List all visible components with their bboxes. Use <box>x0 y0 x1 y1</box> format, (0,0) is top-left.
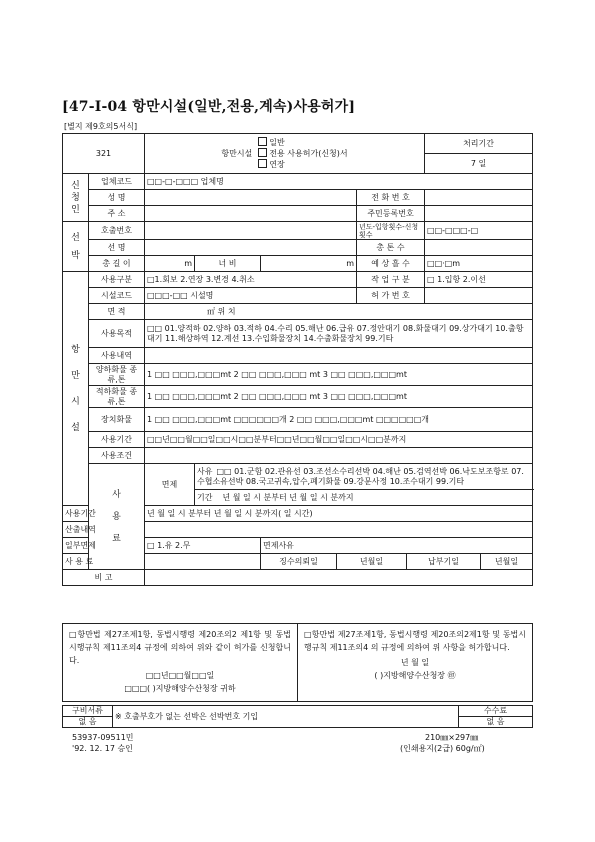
fee-amount-label: 사 용 료 <box>63 554 89 570</box>
due-date-label: 납부기일 <box>407 554 481 570</box>
approval-date[interactable]: 년 월 일 <box>400 658 430 667</box>
address-field[interactable] <box>145 206 357 222</box>
notice-date-label: 징수의뢰일 <box>261 554 337 570</box>
detail-field[interactable] <box>145 348 533 364</box>
tonnage-field[interactable] <box>425 240 533 256</box>
unload-cargo-field[interactable]: 1 □□ □□□,□□□mt 2 □□ □□□,□□□ mt 3 □□ □□□,□□□mt <box>145 364 533 386</box>
application-addressee: □□□( )지방해양수산청장 귀하 <box>124 684 236 693</box>
work-type-field[interactable]: □ 1.입항 2.이선 <box>425 272 533 288</box>
permit-number-label: 허 가 번 호 <box>357 288 425 304</box>
phone-label: 전 화 번 호 <box>357 190 425 206</box>
term-label: 기간 <box>197 492 213 502</box>
fee-label: 수수료 <box>459 706 533 717</box>
year-count-field[interactable]: □□-□□□-□ <box>425 222 533 240</box>
approval-signer: ( )지방해양수산청장 ㊞ <box>374 671 456 680</box>
approval-note: '92. 12. 17 승인 <box>72 744 133 753</box>
width-field[interactable]: m <box>261 256 357 272</box>
page-title: [47-Ⅰ-04 항만시설(일반,전용,계속)사용허가] <box>62 99 356 115</box>
draft-label: 예 상 흘 수 <box>357 256 425 272</box>
form-code: 321 <box>63 134 145 174</box>
documents-note: ※ 호출부호가 없는 선박은 선박번호 기입 <box>113 706 459 728</box>
remarks-label: 비 고 <box>63 570 145 586</box>
use-period-label: 사용기간 <box>89 432 145 448</box>
name-label: 성 명 <box>89 190 145 206</box>
partial-reason-field[interactable] <box>261 538 533 554</box>
use-condition-field[interactable] <box>145 448 533 464</box>
documents-value: 없 음 <box>63 717 113 728</box>
documents-label: 구비서류 <box>63 706 113 717</box>
exemption-reason-field[interactable]: 사유 □□ 01.군함 02.관유선 03.조선소수리선박 04.해난 05.검역선박 06.낙도보조항로 07.수협소유선박 08.국고귀속,압수,폐기화물 09.강문사정 10.조수대기 99.기타 <box>195 464 533 490</box>
checkbox-icon <box>258 137 267 146</box>
form-header-title <box>145 134 425 174</box>
due-date-field[interactable]: 년월일 <box>481 554 533 570</box>
name-field[interactable] <box>145 190 357 206</box>
calc-detail-label: 산출내역 <box>63 522 89 538</box>
partial-exemption-label: 일부면제 <box>63 538 89 554</box>
remarks-field[interactable] <box>145 570 533 586</box>
form-code-footer: 53937-09511민 <box>72 733 134 742</box>
checkbox-icon <box>258 148 267 157</box>
section-fee: 사 용 료 <box>89 464 145 570</box>
unload-cargo-label: 양하화물 종류,톤 <box>89 364 145 386</box>
use-condition-label: 사용조건 <box>89 448 145 464</box>
partial-exemption-field[interactable]: □ 1.유 2.무 <box>145 538 261 554</box>
call-sign-field[interactable] <box>145 222 357 240</box>
use-period-field[interactable]: □□년□□월□□일□□시□□분부터□□년□□월□□일□□시□□분까지 <box>145 432 533 448</box>
permit-number-field[interactable] <box>425 288 533 304</box>
purpose-field[interactable]: □□ 01.양적하 02.양하 03.적하 04.수리 05.해난 06.급유 07.정안대기 08.화물대기 09.상가대기 10.출항대기 11.해상하역 12.계선 13.수입화물장치 14.수출화물장치 99.기타 <box>145 320 533 348</box>
detail-label: 사용내역 <box>89 348 145 364</box>
calc-detail-field[interactable] <box>145 522 533 538</box>
section-applicant: 신 청 인 <box>63 174 89 222</box>
phone-field[interactable] <box>425 190 533 206</box>
storage-cargo-field[interactable]: 1 □□ □□□,□□□mt □□□□□□개 2 □□ □□□,□□□mt □□□□□□개 <box>145 408 533 432</box>
permit-type-options <box>258 137 347 170</box>
application-declaration: □항만법 제27조제1항, 동법시행령 제20조의2 제1항 및 동법시행규칙 제11조의4 규정에 의하여 위와 같이 허가를 신청합니다. □□년□□월□□일 □□□( )지방해양수산청장 귀하 <box>63 624 298 702</box>
tonnage-label: 총 톤 수 <box>357 240 425 256</box>
fee-period-label: 사용기간 <box>63 506 89 522</box>
paper-type: (인쇄용지(2급) 60g/㎡) <box>400 744 485 753</box>
use-type-field[interactable]: □1.회보 2.연장 3.변경 4.취소 <box>145 272 357 288</box>
resident-number-field[interactable] <box>425 206 533 222</box>
partial-reason-label: 면제사유 <box>263 540 294 550</box>
company-code-field[interactable]: □□-□-□□□ 업체명 <box>145 174 533 190</box>
use-type-label: 사용구분 <box>89 272 145 288</box>
address-label: 주 소 <box>89 206 145 222</box>
section-vessel: 선 박 <box>63 222 89 272</box>
checkbox-icon <box>258 159 267 168</box>
area-field[interactable]: ㎡ 위 치 <box>145 304 533 320</box>
width-label: 너 비 <box>195 256 261 272</box>
year-count-label: 년도-입항횟수-신청횟수 <box>357 222 425 240</box>
fee-value: 없 음 <box>459 717 533 728</box>
option-general[interactable]: 일반 <box>258 137 347 148</box>
resident-number-label: 주민등록번호 <box>357 206 425 222</box>
documents-table <box>62 705 533 728</box>
declaration-table <box>62 623 533 702</box>
form-title-label: 항만시설 <box>221 148 253 158</box>
load-cargo-label: 적하화물 종류,톤 <box>89 386 145 408</box>
load-cargo-field[interactable]: 1 □□ □□□,□□□mt 2 □□ □□□,□□□ mt 3 □□ □□□,□□□mt <box>145 386 533 408</box>
length-label: 총 길 이 <box>89 256 145 272</box>
call-sign-label: 호출번호 <box>89 222 145 240</box>
paper-size: 210㎜×297㎜ <box>425 733 479 742</box>
reason-label: 사유 <box>197 466 213 476</box>
area-label: 면 적 <box>89 304 145 320</box>
fee-period-field[interactable]: 년 월 일 시 분부터 년 월 일 시 분까지( 일 시간) <box>145 506 533 522</box>
processing-period-value: 7 일 <box>425 154 533 174</box>
ship-name-field[interactable] <box>145 240 357 256</box>
draft-field[interactable]: □□·□m <box>425 256 533 272</box>
facility-code-field[interactable]: □□□-□□ 시설명 <box>145 288 357 304</box>
purpose-label: 사용목적 <box>89 320 145 348</box>
exemption-label: 면제 <box>145 464 195 506</box>
company-code-label: 업체코드 <box>89 174 145 190</box>
option-extension[interactable]: 연장 <box>258 159 347 170</box>
fee-amount-field[interactable] <box>145 554 261 570</box>
work-type-label: 작 업 구 분 <box>357 272 425 288</box>
option-exclusive[interactable]: 전용 사용허가(신청)서 <box>258 148 347 159</box>
processing-period-label: 처리기간 <box>425 134 533 154</box>
form-number: [별지 제9호의5서식] <box>64 122 138 131</box>
ship-name-label: 선 명 <box>89 240 145 256</box>
permit-form <box>62 133 533 586</box>
facility-code-label: 시설코드 <box>89 288 145 304</box>
length-field[interactable]: m <box>145 256 195 272</box>
section-facility: 항 만 시 설 <box>63 272 89 506</box>
storage-cargo-label: 장치화물 <box>89 408 145 432</box>
approval-declaration: □항만법 제27조제1항, 동법시행령 제20조의2제1항 및 동법시행규칙 제11조의4 의 규정에 의하여 위 사항을 허가합니다. 년 월 일 ( )지방해양수산청장 ㊞ <box>298 624 533 702</box>
application-date[interactable]: □□년□□월□□일 <box>145 671 215 680</box>
notice-date-field[interactable]: 년월일 <box>337 554 407 570</box>
exemption-term-field[interactable]: 기간 년 월 일 시 분부터 년 월 일 시 분까지 <box>195 490 533 506</box>
